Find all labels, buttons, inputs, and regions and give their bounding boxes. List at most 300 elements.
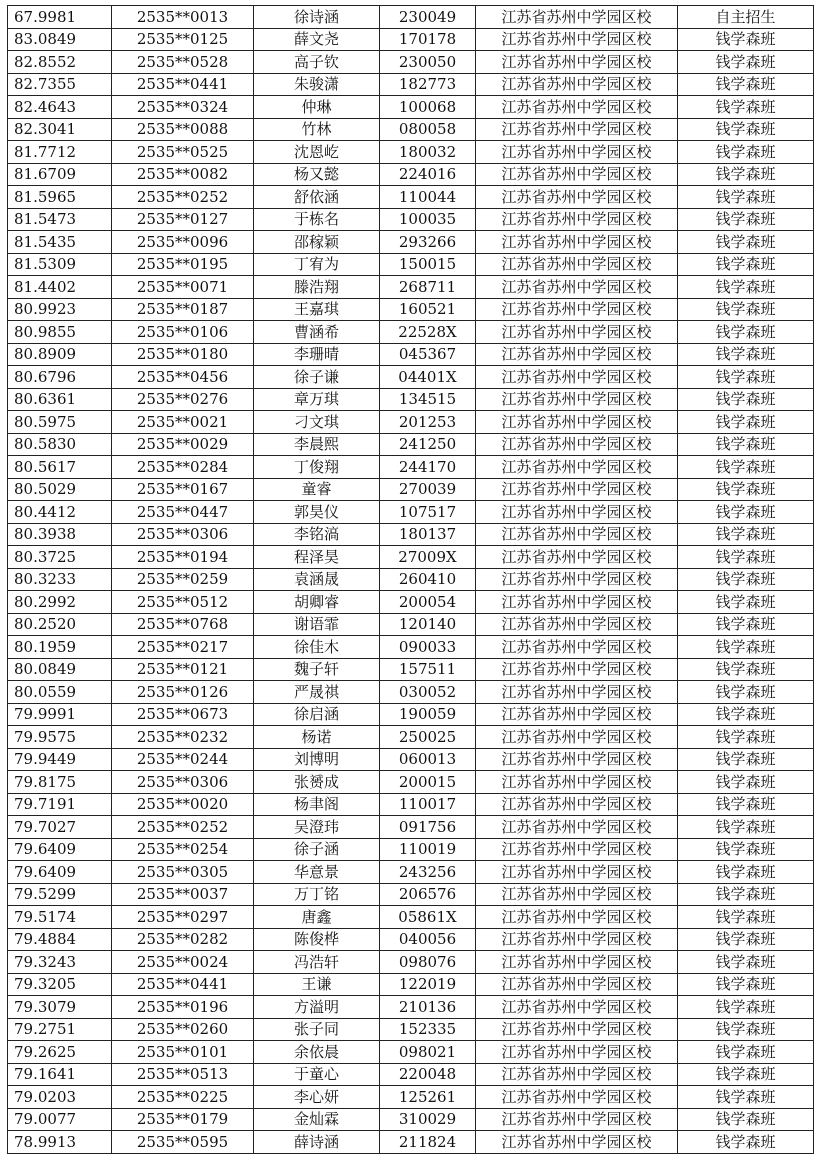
exam-id-cell: 2535**0244 — [112, 748, 254, 771]
school-cell: 江苏省苏州中学园区校 — [476, 591, 678, 614]
table-row — [8, 951, 814, 974]
score-cell: 79.2751 — [8, 1018, 112, 1041]
score-cell: 81.5435 — [8, 231, 112, 254]
score-cell: 79.5299 — [8, 883, 112, 906]
student-name-cell: 余依晨 — [254, 1041, 380, 1064]
student-name-cell: 邵稼颖 — [254, 231, 380, 254]
school-cell: 江苏省苏州中学园区校 — [476, 253, 678, 276]
exam-id-cell: 2535**0024 — [112, 951, 254, 974]
program-cell: 钱学森班 — [678, 636, 814, 659]
school-cell: 江苏省苏州中学园区校 — [476, 973, 678, 996]
exam-id-cell: 2535**0125 — [112, 28, 254, 51]
school-cell: 江苏省苏州中学园区校 — [476, 163, 678, 186]
id-suffix-cell: 107517 — [380, 501, 476, 524]
exam-id-cell: 2535**0528 — [112, 51, 254, 74]
score-cell: 82.7355 — [8, 73, 112, 96]
school-cell: 江苏省苏州中学园区校 — [476, 6, 678, 29]
school-cell: 江苏省苏州中学园区校 — [476, 523, 678, 546]
student-name-cell: 冯浩轩 — [254, 951, 380, 974]
exam-id-cell: 2535**0196 — [112, 996, 254, 1019]
school-cell: 江苏省苏州中学园区校 — [476, 546, 678, 569]
score-cell: 80.6361 — [8, 388, 112, 411]
school-cell: 江苏省苏州中学园区校 — [476, 681, 678, 704]
exam-id-cell: 2535**0441 — [112, 973, 254, 996]
student-name-cell: 刁文琪 — [254, 411, 380, 434]
school-cell: 江苏省苏州中学园区校 — [476, 1086, 678, 1109]
id-suffix-cell: 040056 — [380, 928, 476, 951]
exam-id-cell: 2535**0284 — [112, 456, 254, 479]
id-suffix-cell: 152335 — [380, 1018, 476, 1041]
table-row — [8, 1041, 814, 1064]
program-cell: 钱学森班 — [678, 523, 814, 546]
table-row — [8, 298, 814, 321]
student-name-cell: 丁宥为 — [254, 253, 380, 276]
table-row — [8, 478, 814, 501]
program-cell: 钱学森班 — [678, 1063, 814, 1086]
student-name-cell: 袁涵晟 — [254, 568, 380, 591]
table-row — [8, 636, 814, 659]
student-name-cell: 张赟成 — [254, 771, 380, 794]
score-cell: 81.5965 — [8, 186, 112, 209]
student-name-cell: 仲琳 — [254, 96, 380, 119]
score-cell: 81.5309 — [8, 253, 112, 276]
id-suffix-cell: 22528X — [380, 321, 476, 344]
score-cell: 80.3233 — [8, 568, 112, 591]
score-cell: 80.9855 — [8, 321, 112, 344]
score-cell: 81.7712 — [8, 141, 112, 164]
school-cell: 江苏省苏州中学园区校 — [476, 28, 678, 51]
score-cell: 79.8175 — [8, 771, 112, 794]
score-cell: 80.2992 — [8, 591, 112, 614]
id-suffix-cell: 134515 — [380, 388, 476, 411]
id-suffix-cell: 110019 — [380, 838, 476, 861]
school-cell: 江苏省苏州中学园区校 — [476, 928, 678, 951]
score-cell: 79.9991 — [8, 703, 112, 726]
score-cell: 79.6409 — [8, 838, 112, 861]
score-cell: 82.4643 — [8, 96, 112, 119]
exam-id-cell: 2535**0021 — [112, 411, 254, 434]
school-cell: 江苏省苏州中学园区校 — [476, 478, 678, 501]
score-cell: 79.3243 — [8, 951, 112, 974]
student-name-cell: 魏子轩 — [254, 658, 380, 681]
score-cell: 80.1959 — [8, 636, 112, 659]
id-suffix-cell: 160521 — [380, 298, 476, 321]
score-cell: 81.4402 — [8, 276, 112, 299]
exam-id-cell: 2535**0121 — [112, 658, 254, 681]
school-cell: 江苏省苏州中学园区校 — [476, 816, 678, 839]
program-cell: 钱学森班 — [678, 433, 814, 456]
student-name-cell: 徐子涵 — [254, 838, 380, 861]
score-cell: 67.9981 — [8, 6, 112, 29]
program-cell: 钱学森班 — [678, 96, 814, 119]
program-cell: 钱学森班 — [678, 726, 814, 749]
id-suffix-cell: 091756 — [380, 816, 476, 839]
score-cell: 80.5029 — [8, 478, 112, 501]
table-row — [8, 501, 814, 524]
exam-id-cell: 2535**0195 — [112, 253, 254, 276]
score-cell: 79.6409 — [8, 861, 112, 884]
table-row — [8, 681, 814, 704]
id-suffix-cell: 244170 — [380, 456, 476, 479]
program-cell: 钱学森班 — [678, 366, 814, 389]
score-cell: 79.9575 — [8, 726, 112, 749]
exam-id-cell: 2535**0456 — [112, 366, 254, 389]
program-cell: 钱学森班 — [678, 343, 814, 366]
id-suffix-cell: 180137 — [380, 523, 476, 546]
id-suffix-cell: 230050 — [380, 51, 476, 74]
student-name-cell: 童睿 — [254, 478, 380, 501]
exam-id-cell: 2535**0071 — [112, 276, 254, 299]
exam-id-cell: 2535**0127 — [112, 208, 254, 231]
table-row — [8, 928, 814, 951]
program-cell: 钱学森班 — [678, 186, 814, 209]
exam-id-cell: 2535**0305 — [112, 861, 254, 884]
id-suffix-cell: 243256 — [380, 861, 476, 884]
program-cell: 钱学森班 — [678, 388, 814, 411]
score-cell: 78.9913 — [8, 1131, 112, 1154]
program-cell: 自主招生 — [678, 6, 814, 29]
table-row — [8, 838, 814, 861]
table-row — [8, 73, 814, 96]
exam-id-cell: 2535**0595 — [112, 1131, 254, 1154]
school-cell: 江苏省苏州中学园区校 — [476, 613, 678, 636]
student-name-cell: 华意景 — [254, 861, 380, 884]
id-suffix-cell: 045367 — [380, 343, 476, 366]
id-suffix-cell: 27009X — [380, 546, 476, 569]
school-cell: 江苏省苏州中学园区校 — [476, 883, 678, 906]
score-cell: 79.7191 — [8, 793, 112, 816]
exam-id-cell: 2535**0029 — [112, 433, 254, 456]
exam-id-cell: 2535**0179 — [112, 1108, 254, 1131]
program-cell: 钱学森班 — [678, 1041, 814, 1064]
program-cell: 钱学森班 — [678, 253, 814, 276]
table-row — [8, 276, 814, 299]
school-cell: 江苏省苏州中学园区校 — [476, 568, 678, 591]
school-cell: 江苏省苏州中学园区校 — [476, 433, 678, 456]
table-row — [8, 456, 814, 479]
id-suffix-cell: 150015 — [380, 253, 476, 276]
student-name-cell: 王嘉琪 — [254, 298, 380, 321]
score-cell: 79.3205 — [8, 973, 112, 996]
exam-id-cell: 2535**0082 — [112, 163, 254, 186]
exam-id-cell: 2535**0088 — [112, 118, 254, 141]
table-row — [8, 658, 814, 681]
exam-id-cell: 2535**0037 — [112, 883, 254, 906]
id-suffix-cell: 080058 — [380, 118, 476, 141]
student-name-cell: 李珊晴 — [254, 343, 380, 366]
id-suffix-cell: 200054 — [380, 591, 476, 614]
exam-id-cell: 2535**0306 — [112, 523, 254, 546]
table-row — [8, 996, 814, 1019]
student-name-cell: 吴澄玮 — [254, 816, 380, 839]
table-row — [8, 613, 814, 636]
exam-id-cell: 2535**0673 — [112, 703, 254, 726]
program-cell: 钱学森班 — [678, 883, 814, 906]
school-cell: 江苏省苏州中学园区校 — [476, 388, 678, 411]
program-cell: 钱学森班 — [678, 613, 814, 636]
student-name-cell: 朱骏潇 — [254, 73, 380, 96]
program-cell: 钱学森班 — [678, 951, 814, 974]
exam-id-cell: 2535**0167 — [112, 478, 254, 501]
table-row — [8, 591, 814, 614]
score-cell: 80.2520 — [8, 613, 112, 636]
exam-id-cell: 2535**0447 — [112, 501, 254, 524]
program-cell: 钱学森班 — [678, 793, 814, 816]
id-suffix-cell: 05861X — [380, 906, 476, 929]
school-cell: 江苏省苏州中学园区校 — [476, 96, 678, 119]
table-row — [8, 546, 814, 569]
program-cell: 钱学森班 — [678, 1108, 814, 1131]
table-row — [8, 433, 814, 456]
admission-list-table — [7, 5, 814, 1154]
school-cell: 江苏省苏州中学园区校 — [476, 951, 678, 974]
student-name-cell: 李心妍 — [254, 1086, 380, 1109]
exam-id-cell: 2535**0259 — [112, 568, 254, 591]
exam-id-cell: 2535**0276 — [112, 388, 254, 411]
student-name-cell: 严晟祺 — [254, 681, 380, 704]
exam-id-cell: 2535**0180 — [112, 343, 254, 366]
exam-id-cell: 2535**0013 — [112, 6, 254, 29]
school-cell: 江苏省苏州中学园区校 — [476, 141, 678, 164]
id-suffix-cell: 110044 — [380, 186, 476, 209]
student-name-cell: 章万琪 — [254, 388, 380, 411]
student-name-cell: 于童心 — [254, 1063, 380, 1086]
table-row — [8, 96, 814, 119]
score-cell: 83.0849 — [8, 28, 112, 51]
student-name-cell: 薛诗涵 — [254, 1131, 380, 1154]
school-cell: 江苏省苏州中学园区校 — [476, 366, 678, 389]
table-row — [8, 726, 814, 749]
student-name-cell: 徐诗涵 — [254, 6, 380, 29]
table-row — [8, 523, 814, 546]
table-row — [8, 208, 814, 231]
exam-id-cell: 2535**0254 — [112, 838, 254, 861]
student-name-cell: 谢语霏 — [254, 613, 380, 636]
table-row — [8, 816, 814, 839]
school-cell: 江苏省苏州中学园区校 — [476, 73, 678, 96]
student-name-cell: 竹林 — [254, 118, 380, 141]
table-row — [8, 388, 814, 411]
student-name-cell: 王谦 — [254, 973, 380, 996]
score-cell: 80.0849 — [8, 658, 112, 681]
score-cell: 79.0077 — [8, 1108, 112, 1131]
program-cell: 钱学森班 — [678, 411, 814, 434]
school-cell: 江苏省苏州中学园区校 — [476, 1063, 678, 1086]
exam-id-cell: 2535**0441 — [112, 73, 254, 96]
table-row — [8, 703, 814, 726]
school-cell: 江苏省苏州中学园区校 — [476, 1131, 678, 1154]
program-cell: 钱学森班 — [678, 478, 814, 501]
student-name-cell: 陈俊桦 — [254, 928, 380, 951]
exam-id-cell: 2535**0101 — [112, 1041, 254, 1064]
school-cell: 江苏省苏州中学园区校 — [476, 726, 678, 749]
score-cell: 79.3079 — [8, 996, 112, 1019]
score-cell: 79.4884 — [8, 928, 112, 951]
school-cell: 江苏省苏州中学园区校 — [476, 343, 678, 366]
exam-id-cell: 2535**0306 — [112, 771, 254, 794]
id-suffix-cell: 180032 — [380, 141, 476, 164]
student-name-cell: 方溢明 — [254, 996, 380, 1019]
exam-id-cell: 2535**0232 — [112, 726, 254, 749]
score-cell: 80.6796 — [8, 366, 112, 389]
program-cell: 钱学森班 — [678, 141, 814, 164]
exam-id-cell: 2535**0020 — [112, 793, 254, 816]
program-cell: 钱学森班 — [678, 546, 814, 569]
student-name-cell: 刘博明 — [254, 748, 380, 771]
id-suffix-cell: 030052 — [380, 681, 476, 704]
student-name-cell: 高子钦 — [254, 51, 380, 74]
id-suffix-cell: 100068 — [380, 96, 476, 119]
exam-id-cell: 2535**0217 — [112, 636, 254, 659]
id-suffix-cell: 098021 — [380, 1041, 476, 1064]
id-suffix-cell: 125261 — [380, 1086, 476, 1109]
table-row — [8, 861, 814, 884]
table-row — [8, 118, 814, 141]
student-name-cell: 胡卿睿 — [254, 591, 380, 614]
table-row — [8, 748, 814, 771]
student-name-cell: 杨又懿 — [254, 163, 380, 186]
school-cell: 江苏省苏州中学园区校 — [476, 793, 678, 816]
school-cell: 江苏省苏州中学园区校 — [476, 748, 678, 771]
table-row — [8, 253, 814, 276]
student-name-cell: 沈恩屹 — [254, 141, 380, 164]
school-cell: 江苏省苏州中学园区校 — [476, 1041, 678, 1064]
program-cell: 钱学森班 — [678, 1018, 814, 1041]
school-cell: 江苏省苏州中学园区校 — [476, 996, 678, 1019]
id-suffix-cell: 211824 — [380, 1131, 476, 1154]
id-suffix-cell: 110017 — [380, 793, 476, 816]
id-suffix-cell: 04401X — [380, 366, 476, 389]
score-cell: 79.7027 — [8, 816, 112, 839]
program-cell: 钱学森班 — [678, 996, 814, 1019]
score-cell: 79.0203 — [8, 1086, 112, 1109]
table-row — [8, 51, 814, 74]
program-cell: 钱学森班 — [678, 118, 814, 141]
score-cell: 80.3938 — [8, 523, 112, 546]
exam-id-cell: 2535**0513 — [112, 1063, 254, 1086]
id-suffix-cell: 224016 — [380, 163, 476, 186]
school-cell: 江苏省苏州中学园区校 — [476, 703, 678, 726]
exam-id-cell: 2535**0126 — [112, 681, 254, 704]
id-suffix-cell: 120140 — [380, 613, 476, 636]
table-row — [8, 883, 814, 906]
id-suffix-cell: 260410 — [380, 568, 476, 591]
program-cell: 钱学森班 — [678, 1086, 814, 1109]
exam-id-cell: 2535**0768 — [112, 613, 254, 636]
program-cell: 钱学森班 — [678, 298, 814, 321]
program-cell: 钱学森班 — [678, 51, 814, 74]
score-cell: 80.5617 — [8, 456, 112, 479]
school-cell: 江苏省苏州中学园区校 — [476, 456, 678, 479]
score-cell: 80.5975 — [8, 411, 112, 434]
program-cell: 钱学森班 — [678, 906, 814, 929]
score-cell: 80.5830 — [8, 433, 112, 456]
program-cell: 钱学森班 — [678, 681, 814, 704]
id-suffix-cell: 210136 — [380, 996, 476, 1019]
student-name-cell: 徐启涵 — [254, 703, 380, 726]
score-cell: 82.8552 — [8, 51, 112, 74]
table-row — [8, 906, 814, 929]
id-suffix-cell: 098076 — [380, 951, 476, 974]
exam-id-cell: 2535**0225 — [112, 1086, 254, 1109]
program-cell: 钱学森班 — [678, 163, 814, 186]
table-row — [8, 411, 814, 434]
school-cell: 江苏省苏州中学园区校 — [476, 771, 678, 794]
exam-id-cell: 2535**0106 — [112, 321, 254, 344]
school-cell: 江苏省苏州中学园区校 — [476, 411, 678, 434]
program-cell: 钱学森班 — [678, 231, 814, 254]
program-cell: 钱学森班 — [678, 208, 814, 231]
table-row — [8, 163, 814, 186]
score-cell: 79.1641 — [8, 1063, 112, 1086]
program-cell: 钱学森班 — [678, 928, 814, 951]
program-cell: 钱学森班 — [678, 591, 814, 614]
student-name-cell: 金灿霖 — [254, 1108, 380, 1131]
student-name-cell: 薛文尧 — [254, 28, 380, 51]
table-row — [8, 186, 814, 209]
id-suffix-cell: 170178 — [380, 28, 476, 51]
program-cell: 钱学森班 — [678, 321, 814, 344]
score-cell: 80.8909 — [8, 343, 112, 366]
exam-id-cell: 2535**0194 — [112, 546, 254, 569]
student-name-cell: 万丁铭 — [254, 883, 380, 906]
table-row — [8, 1108, 814, 1131]
program-cell: 钱学森班 — [678, 816, 814, 839]
student-name-cell: 于栋名 — [254, 208, 380, 231]
score-cell: 80.4412 — [8, 501, 112, 524]
exam-id-cell: 2535**0187 — [112, 298, 254, 321]
program-cell: 钱学森班 — [678, 771, 814, 794]
program-cell: 钱学森班 — [678, 973, 814, 996]
id-suffix-cell: 090033 — [380, 636, 476, 659]
student-name-cell: 程泽昊 — [254, 546, 380, 569]
id-suffix-cell: 250025 — [380, 726, 476, 749]
table-row — [8, 793, 814, 816]
student-name-cell: 李铭滈 — [254, 523, 380, 546]
table-row — [8, 771, 814, 794]
table-row — [8, 366, 814, 389]
exam-id-cell: 2535**0324 — [112, 96, 254, 119]
program-cell: 钱学森班 — [678, 838, 814, 861]
table-row — [8, 1018, 814, 1041]
school-cell: 江苏省苏州中学园区校 — [476, 501, 678, 524]
table-row — [8, 28, 814, 51]
student-name-cell: 徐佳木 — [254, 636, 380, 659]
school-cell: 江苏省苏州中学园区校 — [476, 838, 678, 861]
school-cell: 江苏省苏州中学园区校 — [476, 321, 678, 344]
program-cell: 钱学森班 — [678, 861, 814, 884]
id-suffix-cell: 060013 — [380, 748, 476, 771]
exam-id-cell: 2535**0297 — [112, 906, 254, 929]
program-cell: 钱学森班 — [678, 456, 814, 479]
school-cell: 江苏省苏州中学园区校 — [476, 276, 678, 299]
id-suffix-cell: 270039 — [380, 478, 476, 501]
table-row — [8, 1063, 814, 1086]
school-cell: 江苏省苏州中学园区校 — [476, 658, 678, 681]
id-suffix-cell: 100035 — [380, 208, 476, 231]
score-cell: 81.6709 — [8, 163, 112, 186]
id-suffix-cell: 190059 — [380, 703, 476, 726]
score-cell: 80.3725 — [8, 546, 112, 569]
exam-id-cell: 2535**0512 — [112, 591, 254, 614]
table-row — [8, 321, 814, 344]
exam-id-cell: 2535**0252 — [112, 186, 254, 209]
school-cell: 江苏省苏州中学园区校 — [476, 1018, 678, 1041]
student-name-cell: 杨诺 — [254, 726, 380, 749]
school-cell: 江苏省苏州中学园区校 — [476, 636, 678, 659]
exam-id-cell: 2535**0282 — [112, 928, 254, 951]
id-suffix-cell: 157511 — [380, 658, 476, 681]
